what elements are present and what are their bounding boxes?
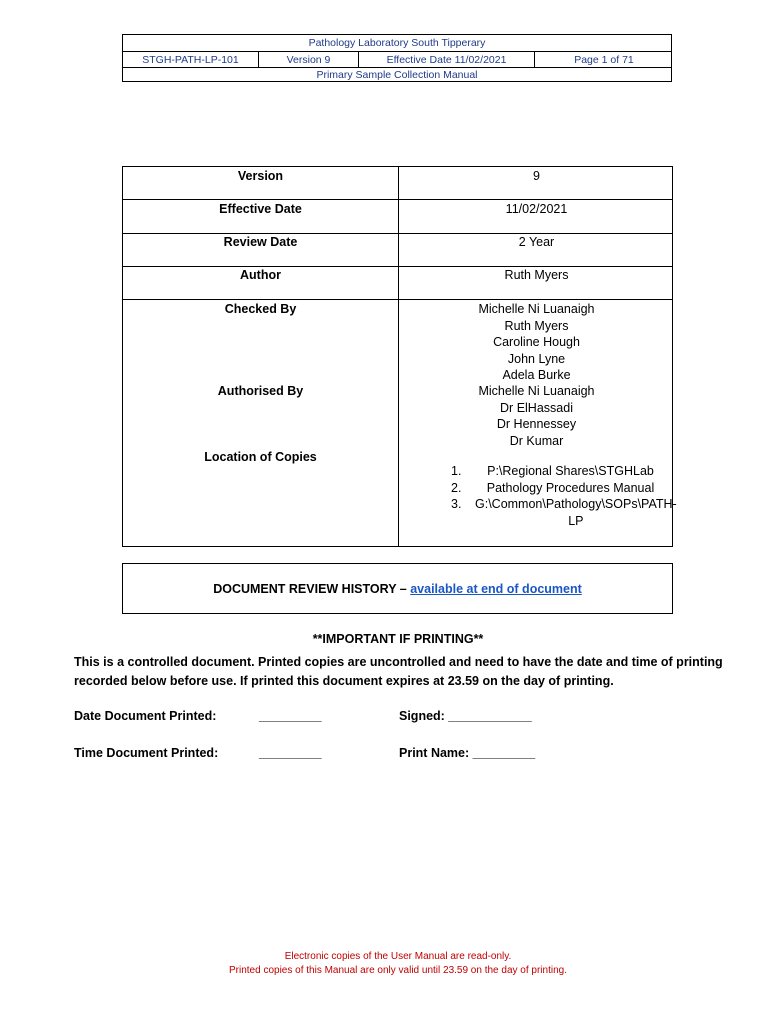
list-item xyxy=(399,480,674,497)
authorised-by-name: Dr Kumar xyxy=(509,433,564,448)
print-name-field: Print Name: _________ xyxy=(399,746,536,760)
checked-by-label: Checked By xyxy=(224,302,297,316)
checked-by-name: John Lyne xyxy=(507,351,566,366)
time-printed-field: _________ xyxy=(259,746,322,760)
location-path: G:\Common\Pathology\SOPs\PATH-LP xyxy=(475,497,677,528)
row-divider xyxy=(123,199,672,200)
doc-version: Version 9 xyxy=(259,52,359,67)
checked-by-name: Michelle Ni Luanaigh xyxy=(478,302,595,316)
checked-by-name: Caroline Hough xyxy=(493,335,580,349)
location-path: Pathology Procedures Manual xyxy=(486,480,655,495)
location-of-copies-list xyxy=(399,463,677,529)
author-label: Author xyxy=(240,268,281,282)
authorised-by-name: Michelle Ni Luanaigh xyxy=(478,384,595,398)
page-number: Page 1 of 71 xyxy=(574,54,634,66)
manual-title: Primary Sample Collection Manual xyxy=(316,69,478,81)
footer-line-validity: Printed copies of this Manual are only valid until 23.59 on the day of printing. xyxy=(229,965,567,976)
authorised-by-list xyxy=(399,383,674,449)
effective-date-label: Effective Date xyxy=(219,202,302,216)
footer-line-readonly: Electronic copies of the User Manual are read-only. xyxy=(284,951,512,962)
important-printing-heading: **IMPORTANT IF PRINTING** xyxy=(312,632,484,646)
checked-by-name: Ruth Myers xyxy=(504,318,569,333)
authorised-by-name: Dr Hennessey xyxy=(496,417,577,431)
review-history-link[interactable]: available at end of document xyxy=(410,582,582,596)
header-meta-row xyxy=(123,51,671,68)
authorised-by-label: Authorised By xyxy=(217,384,304,398)
version-label: Version xyxy=(237,169,284,183)
controlled-document-notice: This is a controlled document. Printed copies are uncontrolled and need to have the date and time of printing recorded below before use. If printed this document expires at 23.59 on the day of printing. xyxy=(74,655,723,688)
author-value: Ruth Myers xyxy=(504,268,569,282)
document-header xyxy=(122,34,672,82)
list-number: 1. xyxy=(451,464,462,478)
location-path: P:\Regional Shares\STGHLab xyxy=(487,464,654,478)
list-number: 2. xyxy=(451,480,462,495)
version-value: 9 xyxy=(533,169,540,183)
doc-effective-date: Effective Date 11/02/2021 xyxy=(359,52,535,67)
review-date-value: 2 Year xyxy=(518,235,555,249)
document-info-table xyxy=(122,166,677,547)
checked-by-name: Adela Burke xyxy=(502,368,571,382)
review-history-label: DOCUMENT REVIEW HISTORY – xyxy=(213,582,411,596)
effective-date-value: 11/02/2021 xyxy=(505,202,568,216)
signed-field: Signed: ____________ xyxy=(399,709,532,723)
list-item xyxy=(399,463,674,480)
date-printed-label: Date Document Printed: xyxy=(74,709,217,723)
list-item xyxy=(399,496,677,529)
review-date-label: Review Date xyxy=(223,235,298,249)
row-divider xyxy=(123,299,672,300)
list-number: 3. xyxy=(451,497,462,511)
date-printed-field: _________ xyxy=(259,709,322,723)
document-review-history xyxy=(122,563,673,614)
lab-name: Pathology Laboratory South Tipperary xyxy=(308,37,486,49)
checked-by-list xyxy=(399,301,674,384)
authorised-by-name: Dr ElHassadi xyxy=(500,400,573,415)
doc-id: STGH-PATH-LP-101 xyxy=(123,52,259,67)
time-printed-label: Time Document Printed: xyxy=(74,746,219,760)
location-of-copies-label: Location of Copies xyxy=(204,450,317,464)
